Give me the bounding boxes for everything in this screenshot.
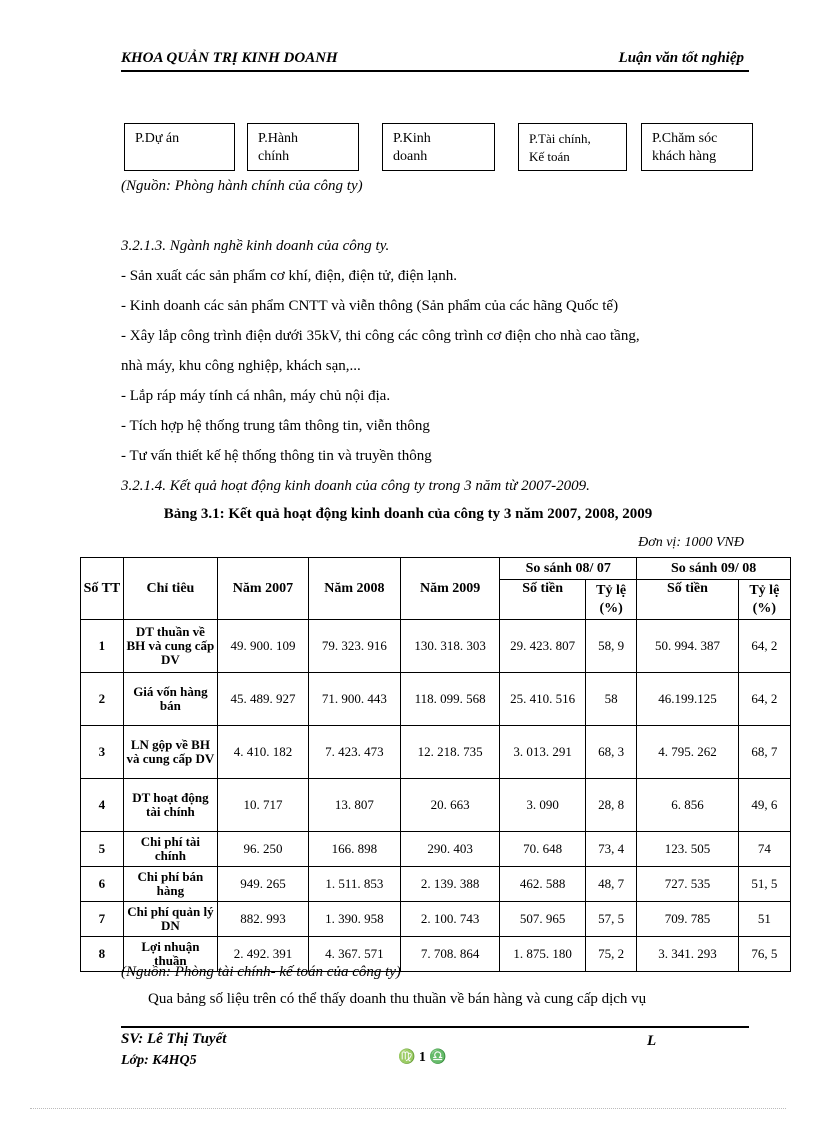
business-line: nhà máy, khu công nghiệp, khách sạn,... <box>121 358 361 374</box>
footer-class: Lớp: K4HQ5 <box>121 1053 197 1068</box>
cell-pct1: 58, 9 <box>586 620 637 673</box>
cell-stt: 4 <box>81 779 124 832</box>
footer-student: SV: Lê Thị Tuyết <box>121 1031 227 1047</box>
cell-y2007: 882. 993 <box>217 902 308 937</box>
cell-pct1: 28, 8 <box>586 779 637 832</box>
cell-y2009: 290. 403 <box>400 832 499 867</box>
dept-box-tai-chinh <box>518 123 627 171</box>
cell-diff2: 4. 795. 262 <box>637 726 738 779</box>
cell-diff1: 3. 090 <box>500 779 586 832</box>
business-line: - Kinh doanh các sản phẩm CNTT và viễn thông (Sản phẩm của các hãng Quốc tế) <box>121 298 619 314</box>
cell-metric: Chi phí tài chính <box>123 832 217 867</box>
table-row <box>81 673 791 726</box>
cell-diff1: 507. 965 <box>500 902 586 937</box>
cell-metric: DT thuần về BH và cung cấp DV <box>123 620 217 673</box>
header-compare-08-07: So sánh 08/ 07 <box>500 558 637 580</box>
cell-pct2: 64, 2 <box>738 620 790 673</box>
cell-y2009: 118. 099. 568 <box>400 673 499 726</box>
cell-y2009: 2. 139. 388 <box>400 867 499 902</box>
cell-diff2: 3. 341. 293 <box>637 937 738 972</box>
footer-rule <box>121 1026 749 1028</box>
dept-box-label: khách hàng <box>652 149 717 164</box>
org-chart-source: (Nguồn: Phòng hành chính của công ty) <box>121 178 363 194</box>
dept-box-hanh-chinh <box>247 123 359 171</box>
cell-y2009: 20. 663 <box>400 779 499 832</box>
cell-diff1: 25. 410. 516 <box>500 673 586 726</box>
dept-box-label: doanh <box>393 149 428 164</box>
cell-y2008: 4. 367. 571 <box>308 937 400 972</box>
cell-y2008: 71. 900. 443 <box>308 673 400 726</box>
cell-metric: Giá vốn hàng bán <box>123 673 217 726</box>
dept-box-kinh-doanh <box>382 123 495 171</box>
table-source: (Nguồn: Phòng tài chính- kế toán của công ty) <box>121 964 401 980</box>
cell-pct1: 68, 3 <box>586 726 637 779</box>
footer-letter: L <box>647 1033 657 1049</box>
cell-pct1: 75, 2 <box>586 937 637 972</box>
header-2007: Năm 2007 <box>217 558 308 620</box>
dept-box-label: P.Hành <box>258 131 299 146</box>
cell-diff1: 1. 875. 180 <box>500 937 586 972</box>
table-row <box>81 902 791 937</box>
cell-y2008: 79. 323. 916 <box>308 620 400 673</box>
section-heading-results: 3.2.1.4. Kết quả hoạt động kinh doanh của công ty trong 3 năm từ 2007-2009. <box>121 478 590 494</box>
dept-box-label: P.Tài chính, <box>529 131 591 146</box>
results-table-body <box>81 620 791 972</box>
page-number: ♍ 1 ♎ <box>398 1050 447 1065</box>
cell-diff2: 709. 785 <box>637 902 738 937</box>
cell-diff2: 123. 505 <box>637 832 738 867</box>
cell-metric: Lợi nhuận thuần <box>123 937 217 972</box>
table-row <box>81 867 791 902</box>
header-metric: Chỉ tiêu <box>123 558 217 620</box>
cell-pct2: 68, 7 <box>738 726 790 779</box>
dept-box-label: P.Chăm sóc <box>652 131 718 146</box>
header-faculty: KHOA QUẢN TRỊ KINH DOANH <box>121 50 338 66</box>
cell-metric: LN gộp về BH và cung cấp DV <box>123 726 217 779</box>
cell-diff2: 50. 994. 387 <box>637 620 738 673</box>
cell-y2009: 2. 100. 743 <box>400 902 499 937</box>
cell-diff1: 462. 588 <box>500 867 586 902</box>
cell-stt: 7 <box>81 902 124 937</box>
dept-box-label: P.Dự án <box>135 131 180 146</box>
cell-y2007: 10. 717 <box>217 779 308 832</box>
cell-pct1: 58 <box>586 673 637 726</box>
business-line: - Lắp ráp máy tính cá nhân, máy chủ nội địa. <box>121 388 391 404</box>
dept-box-du-an <box>124 123 235 171</box>
header-ratio: Tỷ lệ (%) <box>738 580 790 620</box>
table-row <box>81 726 791 779</box>
cell-pct2: 51 <box>738 902 790 937</box>
cell-y2007: 949. 265 <box>217 867 308 902</box>
cell-y2008: 7. 423. 473 <box>308 726 400 779</box>
header-compare-09-08: So sánh 09/ 08 <box>637 558 791 580</box>
cell-stt: 6 <box>81 867 124 902</box>
cell-pct1: 73, 4 <box>586 832 637 867</box>
cell-y2008: 13. 807 <box>308 779 400 832</box>
cell-y2009: 12. 218. 735 <box>400 726 499 779</box>
cell-y2008: 1. 511. 853 <box>308 867 400 902</box>
business-line: - Tư vấn thiết kế hệ thống thông tin và truyền thông <box>121 448 432 464</box>
cell-y2007: 49. 900. 109 <box>217 620 308 673</box>
header-2008: Năm 2008 <box>308 558 400 620</box>
table-unit: Đơn vị: 1000 VNĐ <box>638 535 744 550</box>
cell-diff2: 46.199.125 <box>637 673 738 726</box>
section-heading-business: 3.2.1.3. Ngành nghề kinh doanh của công ty. <box>121 238 390 254</box>
cell-pct2: 51, 5 <box>738 867 790 902</box>
cell-y2007: 2. 492. 391 <box>217 937 308 972</box>
dept-box-cham-soc <box>641 123 753 171</box>
header-rule <box>121 70 749 72</box>
cell-stt: 3 <box>81 726 124 779</box>
cell-metric: Chi phí bán hàng <box>123 867 217 902</box>
cell-metric: Chi phí quản lý DN <box>123 902 217 937</box>
cell-pct1: 48, 7 <box>586 867 637 902</box>
cell-y2009: 7. 708. 864 <box>400 937 499 972</box>
cell-stt: 1 <box>81 620 124 673</box>
dept-box-label: Kế toán <box>529 149 570 164</box>
header-amount: Số tiền <box>637 580 738 620</box>
business-line: - Tích hợp hệ thống trung tâm thông tin, viễn thông <box>121 418 430 434</box>
dept-box-label: P.Kinh <box>393 131 431 146</box>
header-amount: Số tiền <box>500 580 586 620</box>
table-caption: Bảng 3.1: Kết quả hoạt động kinh doanh của công ty 3 năm 2007, 2008, 2009 <box>163 506 653 522</box>
cell-stt: 8 <box>81 937 124 972</box>
cell-pct1: 57, 5 <box>586 902 637 937</box>
cell-diff2: 6. 856 <box>637 779 738 832</box>
cell-y2007: 4. 410. 182 <box>217 726 308 779</box>
header-ratio: Tỷ lệ (%) <box>586 580 637 620</box>
cell-diff1: 70. 648 <box>500 832 586 867</box>
cell-pct2: 76, 5 <box>738 937 790 972</box>
results-table <box>80 557 791 972</box>
cell-pct2: 64, 2 <box>738 673 790 726</box>
cell-diff1: 3. 013. 291 <box>500 726 586 779</box>
dept-box-label: chính <box>258 149 290 164</box>
cell-y2008: 1. 390. 958 <box>308 902 400 937</box>
cell-metric: DT hoạt động tài chính <box>123 779 217 832</box>
page-bottom-dotted-rule <box>30 1108 786 1109</box>
table-row <box>81 779 791 832</box>
cell-y2007: 45. 489. 927 <box>217 673 308 726</box>
header-stt: Số TT <box>81 558 124 620</box>
cell-stt: 2 <box>81 673 124 726</box>
business-line: - Sản xuất các sản phẩm cơ khí, điện, điện tử, điện lạnh. <box>121 268 457 284</box>
header-doc-type: Luận văn tốt nghiệp <box>618 50 744 66</box>
business-line: - Xây lắp công trình điện dưới 35kV, thi công các công trình cơ điện cho nhà cao tầng, <box>121 328 640 344</box>
table-row <box>81 832 791 867</box>
closing-paragraph: Qua bảng số liệu trên có thể thấy doanh thu thuần về bán hàng và cung cấp dịch vụ <box>148 991 647 1007</box>
header-2009: Năm 2009 <box>400 558 499 620</box>
cell-y2008: 166. 898 <box>308 832 400 867</box>
cell-diff2: 727. 535 <box>637 867 738 902</box>
cell-pct2: 49, 6 <box>738 779 790 832</box>
cell-y2009: 130. 318. 303 <box>400 620 499 673</box>
table-row <box>81 620 791 673</box>
cell-diff1: 29. 423. 807 <box>500 620 586 673</box>
cell-pct2: 74 <box>738 832 790 867</box>
cell-y2007: 96. 250 <box>217 832 308 867</box>
cell-stt: 5 <box>81 832 124 867</box>
